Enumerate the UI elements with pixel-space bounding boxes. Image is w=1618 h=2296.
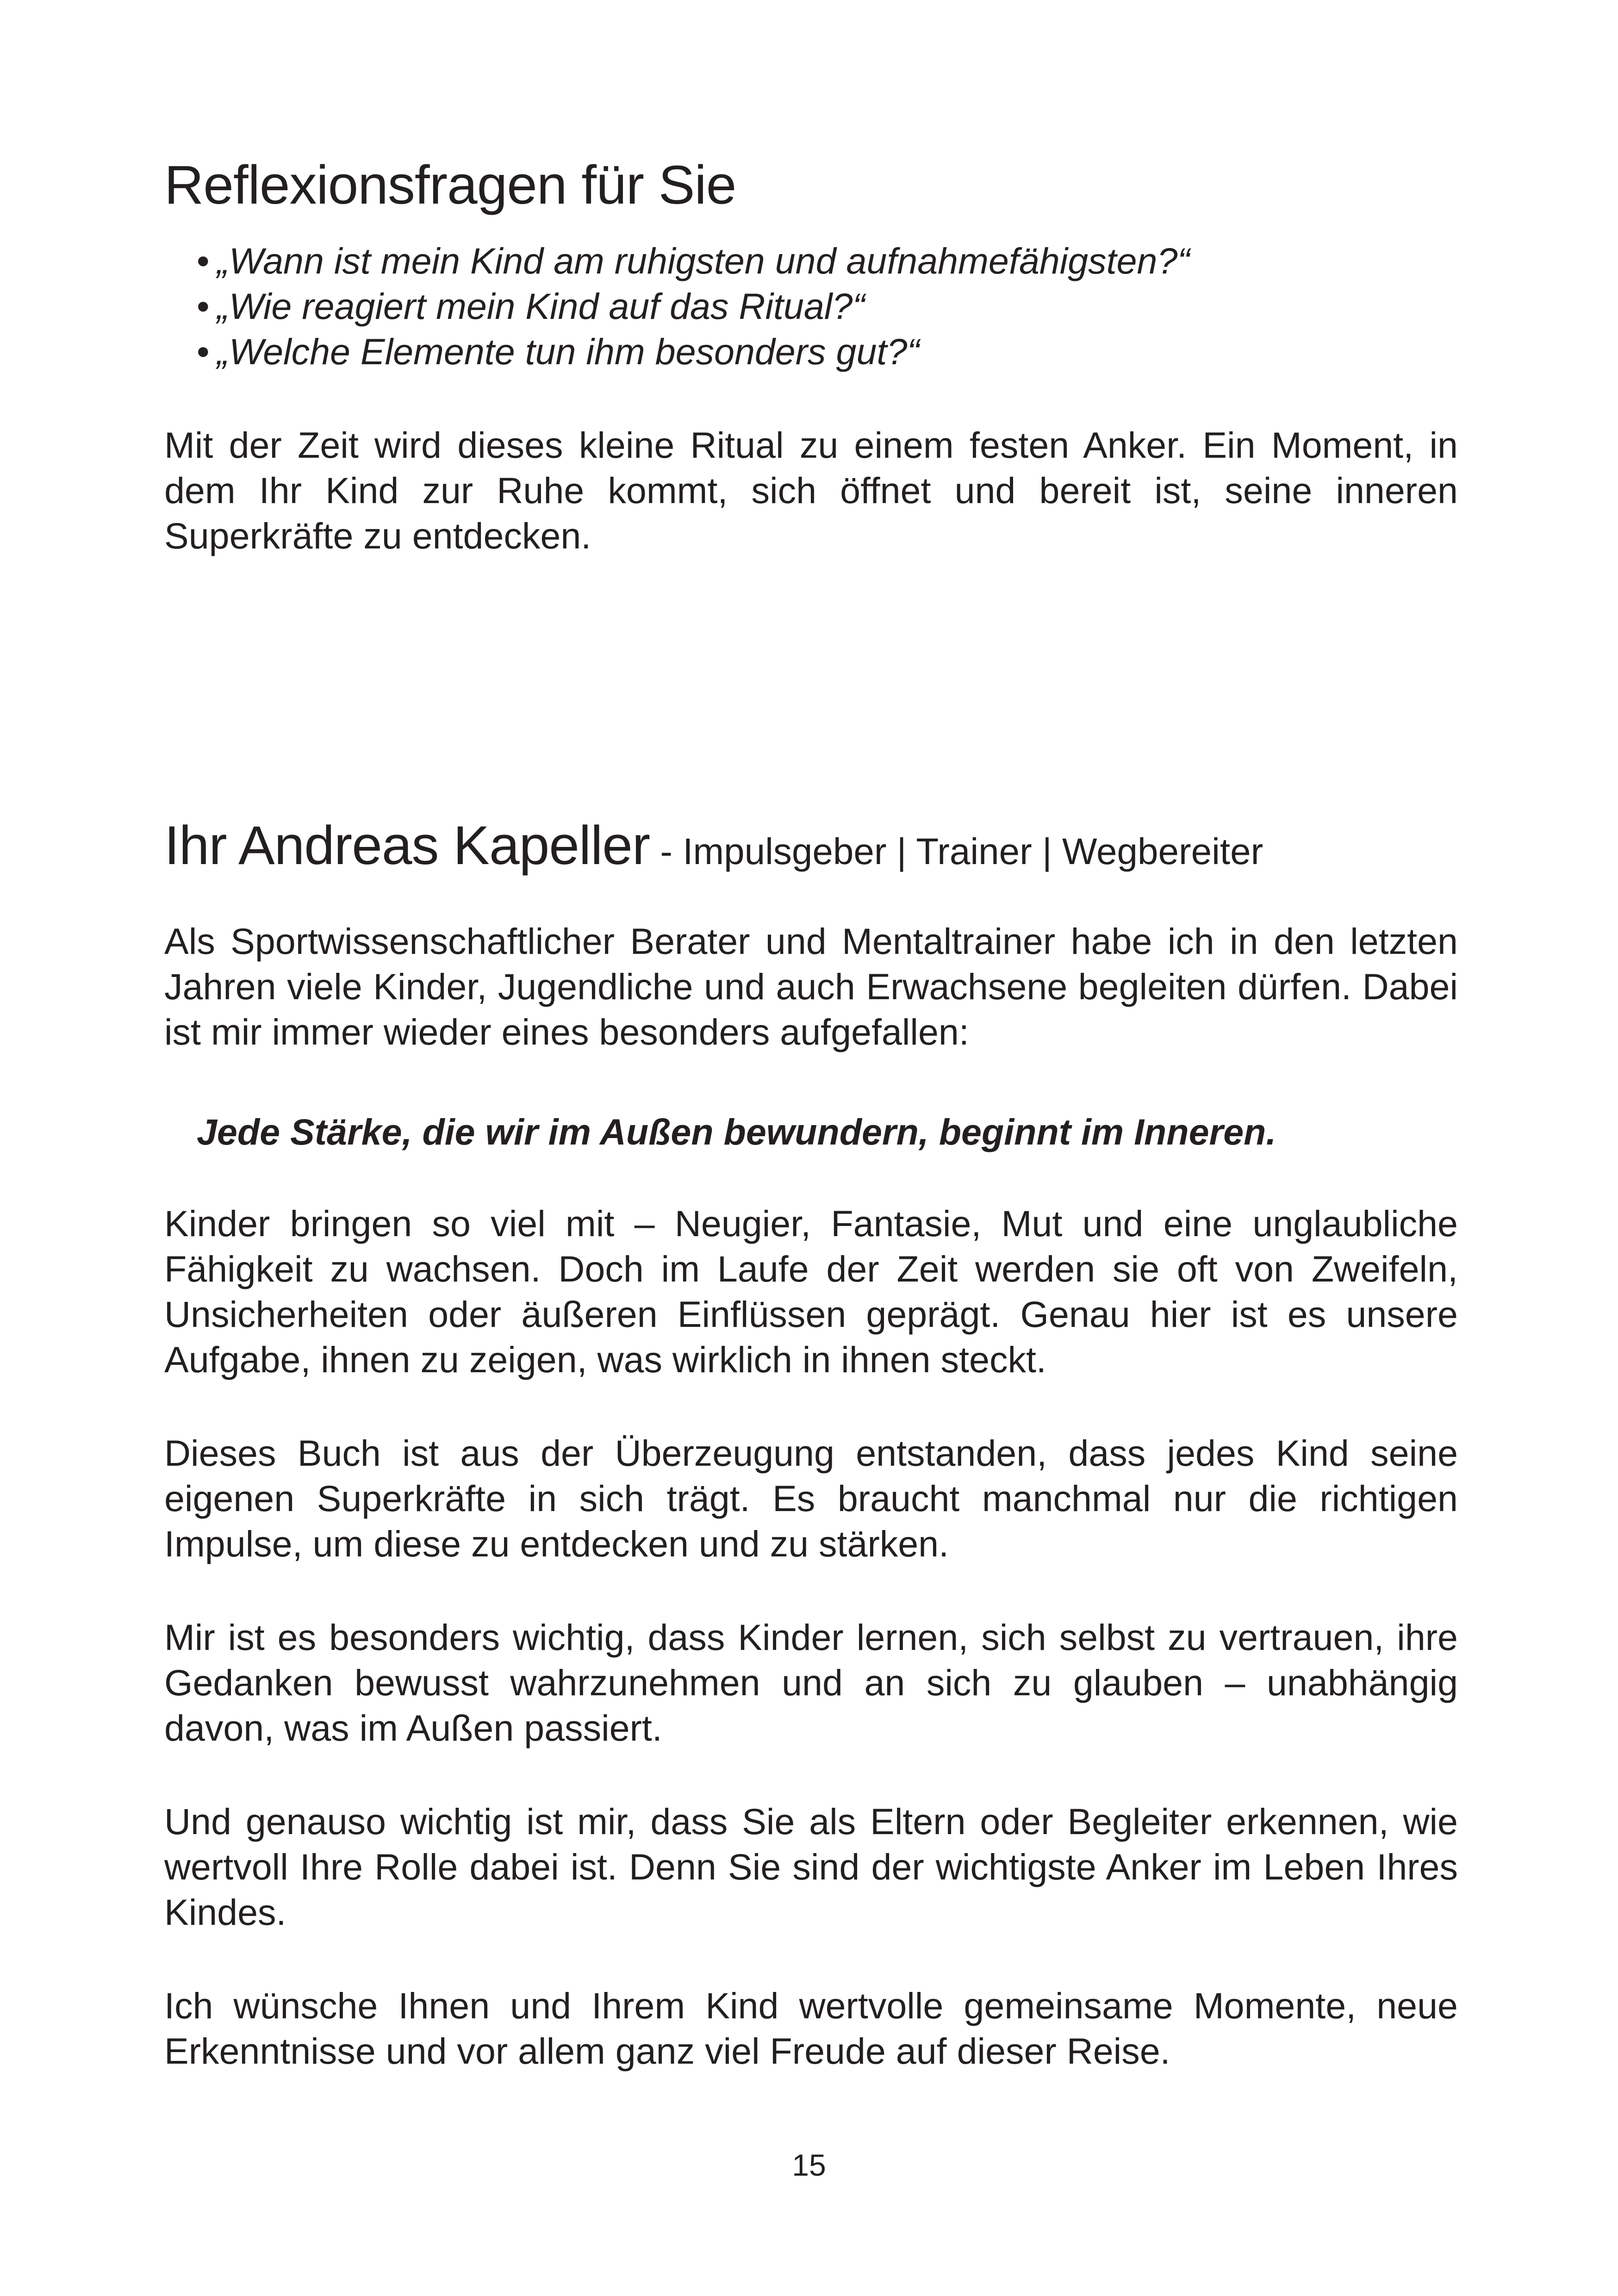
- author-paragraph-3: Mir ist es besonders wichtig, dass Kinder lernen, sich selbst zu vertrauen, ihre Gedanken bewusst wahrzunehmen und an sich zu glauben – unabhängig davon, was im Außen passiert.: [164, 1617, 1458, 1748]
- list-item: [197, 238, 1458, 284]
- highlight-quote: Jede Stärke, die wir im Außen bewundern, beginnt im Inneren.: [197, 1111, 1276, 1152]
- author-paragraph-5: Ich wünsche Ihnen und Ihrem Kind wertvolle gemeinsame Momente, neue Erkenntnisse und vor allem ganz viel Freude auf dieser Reise.: [164, 1985, 1458, 2072]
- reflection-questions-list: [164, 238, 1458, 374]
- reflection-heading: Reflexionsfragen für Sie: [164, 155, 736, 216]
- author-paragraph-1: Kinder bringen so viel mit – Neugier, Fantasie, Mut und eine unglaubliche Fähigkeit zu wachsen. Doch im Laufe der Zeit werden sie oft von Zweifeln, Unsicherheiten oder äußeren Einflüssen geprägt. Genau hier ist es unsere Aufgabe, ihnen zu zeigen, was wirklich in ihnen steckt.: [164, 1203, 1458, 1380]
- list-item: [197, 284, 1458, 329]
- bullet-icon: •: [197, 240, 210, 281]
- question-text: „Welche Elemente tun ihm besonders gut?“: [217, 331, 920, 372]
- bullet-icon: •: [197, 331, 210, 372]
- bullet-icon: •: [197, 286, 210, 327]
- author-heading: [164, 811, 1458, 886]
- list-item: [197, 329, 1458, 374]
- author-name: Ihr Andreas Kapeller: [164, 815, 650, 876]
- author-paragraph-4: Und genauso wichtig ist mir, dass Sie als Eltern oder Begleiter erkennen, wie wertvoll Ihre Rolle dabei ist. Denn Sie sind der wichtigste Anker im Leben Ihres Kindes.: [164, 1801, 1458, 1933]
- author-roles: - Impulsgeber | Trainer | Wegbereiter: [650, 831, 1263, 872]
- page-content: [164, 150, 1458, 2074]
- question-text: „Wann ist mein Kind am ruhigsten und aufnahmefähigsten?“: [217, 240, 1190, 281]
- question-text: „Wie reagiert mein Kind auf das Ritual?“: [217, 286, 865, 327]
- page-number: 15: [792, 2148, 826, 2182]
- reflection-closing-paragraph: Mit der Zeit wird dieses kleine Ritual zu einem festen Anker. Ein Moment, in dem Ihr Kind zur Ruhe kommt, sich öffnet und bereit ist, seine inneren Superkräfte zu entdecken.: [164, 424, 1458, 556]
- author-intro-paragraph: Als Sportwissenschaftlicher Berater und Mentaltrainer habe ich in den letzten Jahren viele Kinder, Jugendliche und auch Erwachsene begleiten dürfen. Dabei ist mir immer wieder eines besonders aufgefallen:: [164, 921, 1458, 1052]
- author-paragraph-2: Dieses Buch ist aus der Überzeugung entstanden, dass jedes Kind seine eigenen Superkräfte in sich trägt. Es braucht manchmal nur die richtigen Impulse, um diese zu entdecken und zu stärken.: [164, 1432, 1458, 1564]
